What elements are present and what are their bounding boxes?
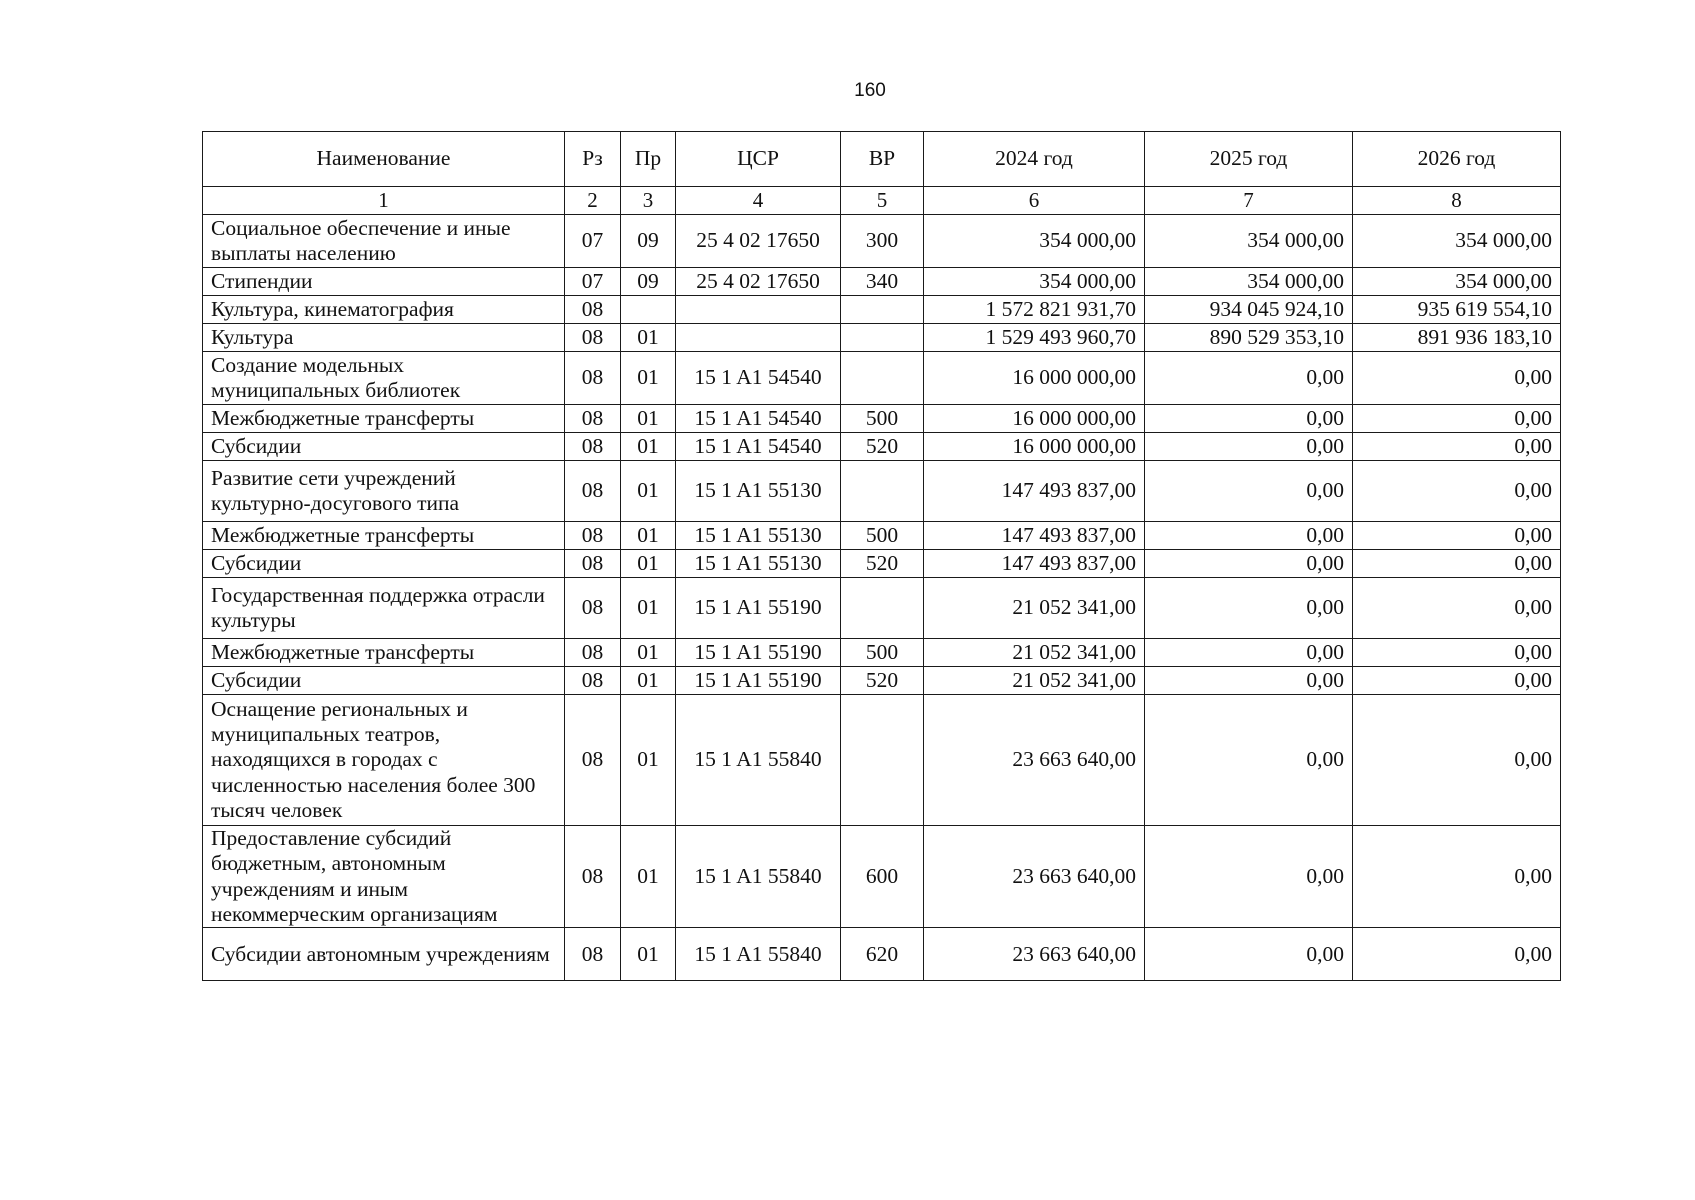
row-vr xyxy=(841,461,924,522)
row-name: Развитие сети учреждений культурно-досугового типа xyxy=(203,461,565,522)
row-csr: 15 1 A1 55130 xyxy=(676,461,841,522)
row-2025: 354 000,00 xyxy=(1145,268,1353,296)
row-csr: 15 1 A1 54540 xyxy=(676,405,841,433)
row-name: Субсидии xyxy=(203,667,565,695)
column-number-row xyxy=(203,187,1561,215)
row-2025: 0,00 xyxy=(1145,550,1353,578)
row-name: Субсидии xyxy=(203,433,565,461)
page-number: 160 xyxy=(854,80,886,101)
row-csr: 25 4 02 17650 xyxy=(676,268,841,296)
row-2024: 21 052 341,00 xyxy=(924,667,1145,695)
col-header-pr: Пр xyxy=(621,132,676,187)
row-name: Культура xyxy=(203,324,565,352)
row-name: Государственная поддержка отрасли культуры xyxy=(203,578,565,639)
table-row xyxy=(203,215,1561,268)
row-rz: 08 xyxy=(565,550,621,578)
row-2025: 0,00 xyxy=(1145,461,1353,522)
row-2025: 0,00 xyxy=(1145,578,1353,639)
row-2025: 0,00 xyxy=(1145,826,1353,928)
col-header-name: Наименование xyxy=(203,132,565,187)
row-vr: 500 xyxy=(841,405,924,433)
row-vr xyxy=(841,324,924,352)
table-row xyxy=(203,405,1561,433)
row-pr xyxy=(621,296,676,324)
row-name: Стипендии xyxy=(203,268,565,296)
col-number: 8 xyxy=(1353,187,1561,215)
row-rz: 08 xyxy=(565,433,621,461)
col-header-2026: 2026 год xyxy=(1353,132,1561,187)
col-number: 3 xyxy=(621,187,676,215)
row-vr xyxy=(841,695,924,826)
row-rz: 07 xyxy=(565,268,621,296)
row-2026: 0,00 xyxy=(1353,522,1561,550)
row-name: Межбюджетные трансферты xyxy=(203,639,565,667)
row-pr: 01 xyxy=(621,928,676,981)
table-row xyxy=(203,352,1561,405)
col-number: 6 xyxy=(924,187,1145,215)
row-rz: 08 xyxy=(565,826,621,928)
row-2026: 0,00 xyxy=(1353,352,1561,405)
row-rz: 08 xyxy=(565,928,621,981)
row-2024: 21 052 341,00 xyxy=(924,639,1145,667)
row-name: Оснащение региональных и муниципальных театров, находящихся в городах с численностью населения более 300 тысяч человек xyxy=(203,695,565,826)
table-row xyxy=(203,928,1561,981)
budget-table xyxy=(202,131,1561,981)
row-vr: 520 xyxy=(841,433,924,461)
row-pr: 01 xyxy=(621,352,676,405)
row-2025: 0,00 xyxy=(1145,405,1353,433)
row-vr: 620 xyxy=(841,928,924,981)
row-2024: 147 493 837,00 xyxy=(924,522,1145,550)
row-pr: 01 xyxy=(621,522,676,550)
row-csr: 15 1 A1 55190 xyxy=(676,578,841,639)
row-2026: 0,00 xyxy=(1353,433,1561,461)
row-name: Межбюджетные трансферты xyxy=(203,405,565,433)
row-name: Субсидии автономным учреждениям xyxy=(203,928,565,981)
row-name: Социальное обеспечение и иные выплаты населению xyxy=(203,215,565,268)
row-vr: 300 xyxy=(841,215,924,268)
row-2025: 0,00 xyxy=(1145,433,1353,461)
row-csr: 15 1 A1 55130 xyxy=(676,522,841,550)
row-rz: 08 xyxy=(565,352,621,405)
row-csr xyxy=(676,296,841,324)
row-name: Создание модельных муниципальных библиотек xyxy=(203,352,565,405)
row-2025: 0,00 xyxy=(1145,639,1353,667)
row-pr: 01 xyxy=(621,639,676,667)
col-number: 2 xyxy=(565,187,621,215)
row-2026: 354 000,00 xyxy=(1353,268,1561,296)
row-vr xyxy=(841,578,924,639)
row-2026: 0,00 xyxy=(1353,461,1561,522)
row-2024: 16 000 000,00 xyxy=(924,433,1145,461)
col-number: 4 xyxy=(676,187,841,215)
table-row xyxy=(203,550,1561,578)
row-pr: 01 xyxy=(621,324,676,352)
row-csr: 15 1 A1 55840 xyxy=(676,695,841,826)
row-2025: 0,00 xyxy=(1145,928,1353,981)
row-rz: 07 xyxy=(565,215,621,268)
table-row xyxy=(203,296,1561,324)
col-header-csr: ЦСР xyxy=(676,132,841,187)
row-vr xyxy=(841,352,924,405)
row-vr: 500 xyxy=(841,639,924,667)
row-name: Культура, кинематография xyxy=(203,296,565,324)
col-number: 7 xyxy=(1145,187,1353,215)
row-csr: 25 4 02 17650 xyxy=(676,215,841,268)
row-2026: 0,00 xyxy=(1353,550,1561,578)
row-rz: 08 xyxy=(565,296,621,324)
row-2024: 147 493 837,00 xyxy=(924,550,1145,578)
col-header-2024: 2024 год xyxy=(924,132,1145,187)
row-csr: 15 1 A1 55190 xyxy=(676,639,841,667)
row-rz: 08 xyxy=(565,639,621,667)
row-pr: 09 xyxy=(621,215,676,268)
row-csr: 15 1 A1 55840 xyxy=(676,826,841,928)
row-2025: 0,00 xyxy=(1145,667,1353,695)
row-2026: 0,00 xyxy=(1353,578,1561,639)
row-pr: 01 xyxy=(621,578,676,639)
row-rz: 08 xyxy=(565,695,621,826)
row-2025: 934 045 924,10 xyxy=(1145,296,1353,324)
row-rz: 08 xyxy=(565,522,621,550)
row-2026: 0,00 xyxy=(1353,405,1561,433)
col-header-2025: 2025 год xyxy=(1145,132,1353,187)
row-2026: 0,00 xyxy=(1353,928,1561,981)
table-row xyxy=(203,268,1561,296)
row-pr: 09 xyxy=(621,268,676,296)
row-pr: 01 xyxy=(621,550,676,578)
row-rz: 08 xyxy=(565,405,621,433)
row-name: Субсидии xyxy=(203,550,565,578)
row-csr: 15 1 A1 55190 xyxy=(676,667,841,695)
row-pr: 01 xyxy=(621,695,676,826)
row-2026: 0,00 xyxy=(1353,826,1561,928)
row-vr xyxy=(841,296,924,324)
row-2025: 354 000,00 xyxy=(1145,215,1353,268)
row-pr: 01 xyxy=(621,405,676,433)
row-vr: 600 xyxy=(841,826,924,928)
row-2024: 23 663 640,00 xyxy=(924,695,1145,826)
table-row xyxy=(203,522,1561,550)
table-row xyxy=(203,695,1561,826)
table-row xyxy=(203,639,1561,667)
row-vr: 500 xyxy=(841,522,924,550)
row-2024: 16 000 000,00 xyxy=(924,352,1145,405)
table-row xyxy=(203,667,1561,695)
row-rz: 08 xyxy=(565,324,621,352)
col-header-rz: Рз xyxy=(565,132,621,187)
row-rz: 08 xyxy=(565,667,621,695)
row-2024: 147 493 837,00 xyxy=(924,461,1145,522)
row-2024: 1 572 821 931,70 xyxy=(924,296,1145,324)
col-number: 1 xyxy=(203,187,565,215)
row-2025: 0,00 xyxy=(1145,352,1353,405)
col-number: 5 xyxy=(841,187,924,215)
row-2025: 0,00 xyxy=(1145,695,1353,826)
table-row xyxy=(203,461,1561,522)
row-2026: 935 619 554,10 xyxy=(1353,296,1561,324)
row-2024: 23 663 640,00 xyxy=(924,928,1145,981)
row-2025: 0,00 xyxy=(1145,522,1353,550)
row-csr: 15 1 A1 55840 xyxy=(676,928,841,981)
row-pr: 01 xyxy=(621,433,676,461)
row-2024: 354 000,00 xyxy=(924,215,1145,268)
row-2026: 354 000,00 xyxy=(1353,215,1561,268)
row-vr: 340 xyxy=(841,268,924,296)
row-2024: 21 052 341,00 xyxy=(924,578,1145,639)
row-rz: 08 xyxy=(565,578,621,639)
row-vr: 520 xyxy=(841,667,924,695)
header-row xyxy=(203,132,1561,187)
col-header-vr: ВР xyxy=(841,132,924,187)
row-csr: 15 1 A1 54540 xyxy=(676,352,841,405)
table-row xyxy=(203,324,1561,352)
table-row xyxy=(203,433,1561,461)
row-2024: 354 000,00 xyxy=(924,268,1145,296)
row-rz: 08 xyxy=(565,461,621,522)
row-csr: 15 1 A1 54540 xyxy=(676,433,841,461)
row-2025: 890 529 353,10 xyxy=(1145,324,1353,352)
row-pr: 01 xyxy=(621,826,676,928)
row-2026: 891 936 183,10 xyxy=(1353,324,1561,352)
row-name: Предоставление субсидий бюджетным, автономным учреждениям и иным некоммерческим организациям xyxy=(203,826,565,928)
table-row xyxy=(203,826,1561,928)
row-pr: 01 xyxy=(621,461,676,522)
row-pr: 01 xyxy=(621,667,676,695)
row-csr xyxy=(676,324,841,352)
row-csr: 15 1 A1 55130 xyxy=(676,550,841,578)
table-row xyxy=(203,578,1561,639)
row-2024: 23 663 640,00 xyxy=(924,826,1145,928)
row-2024: 16 000 000,00 xyxy=(924,405,1145,433)
row-vr: 520 xyxy=(841,550,924,578)
row-2026: 0,00 xyxy=(1353,639,1561,667)
row-2026: 0,00 xyxy=(1353,695,1561,826)
row-name: Межбюджетные трансферты xyxy=(203,522,565,550)
row-2026: 0,00 xyxy=(1353,667,1561,695)
row-2024: 1 529 493 960,70 xyxy=(924,324,1145,352)
